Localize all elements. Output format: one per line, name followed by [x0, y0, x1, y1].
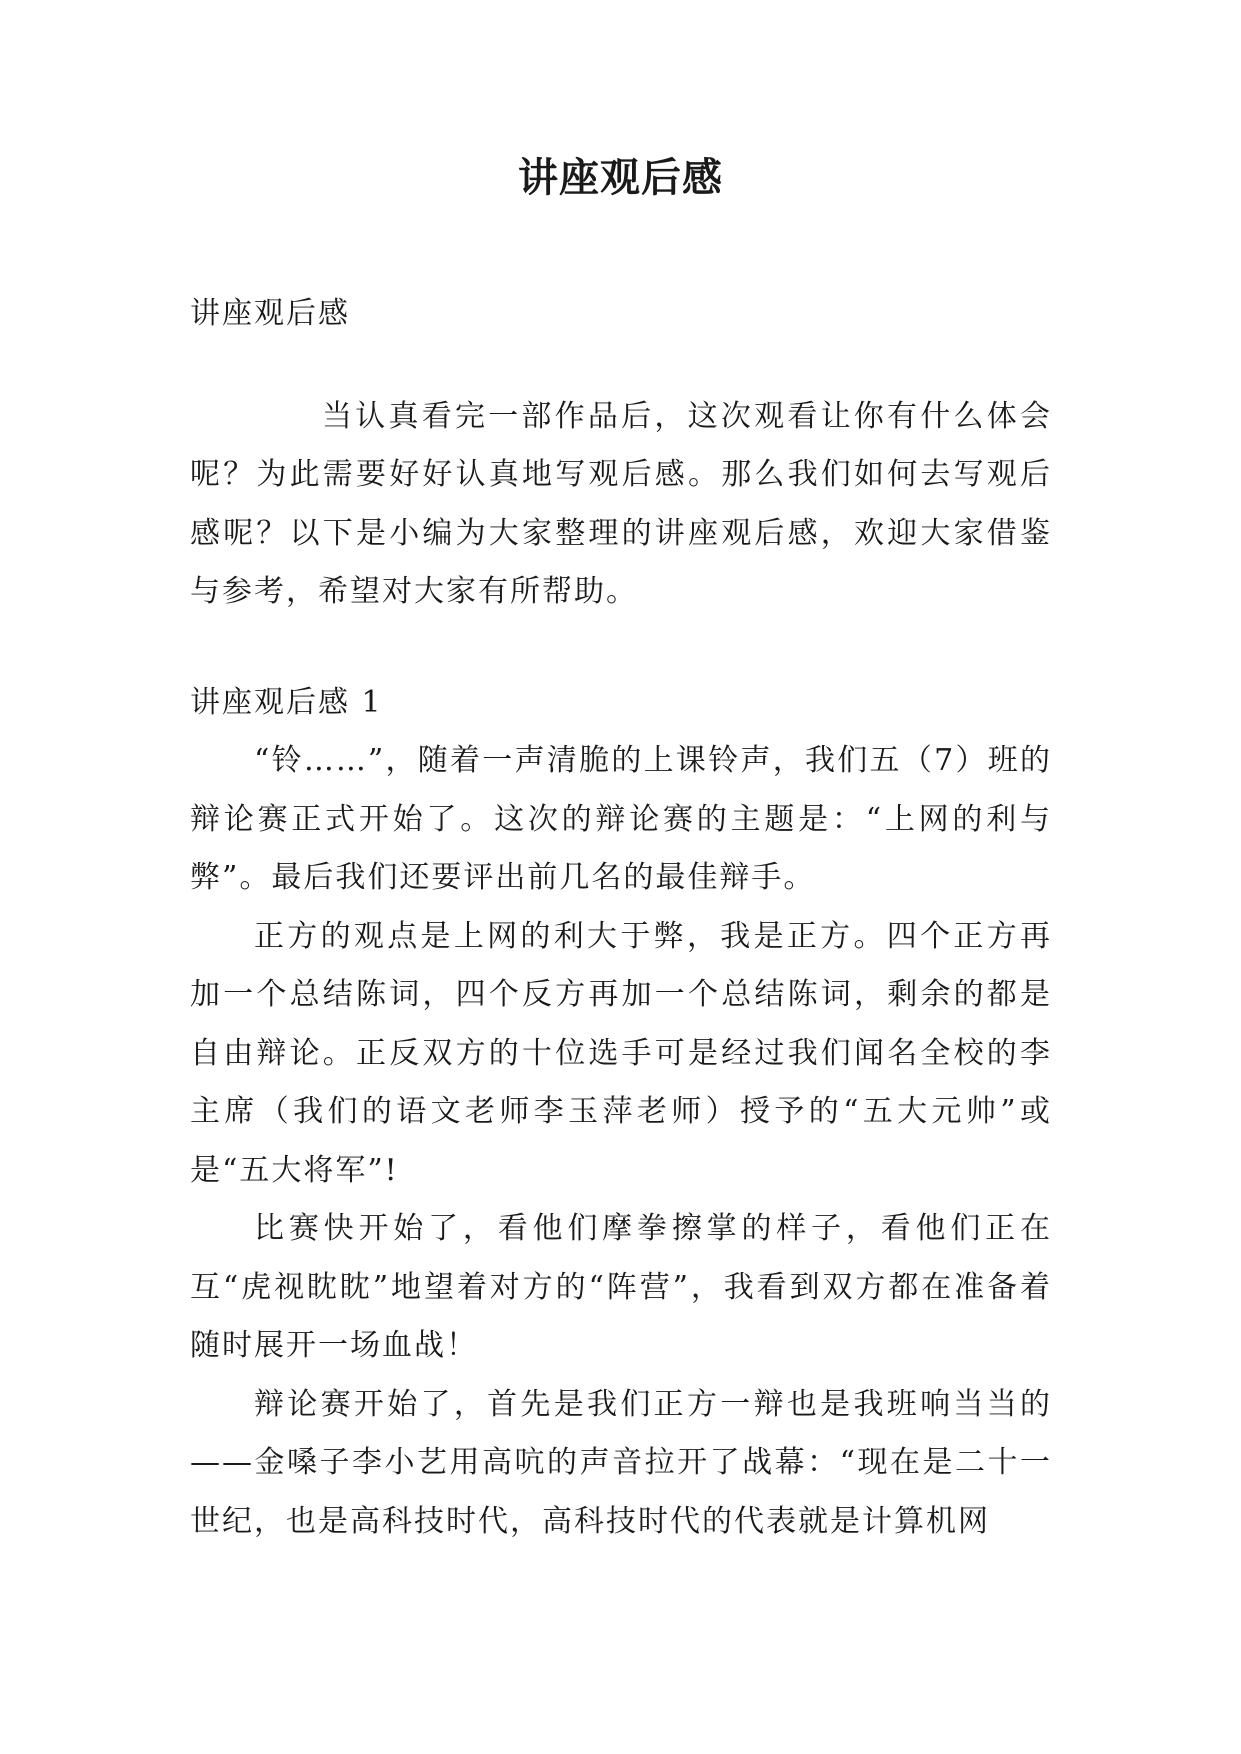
body-paragraph: “铃……”，随着一声清脆的上课铃声，我们五（7）班的辩论赛正式开始了。这次的辩论赛的主题是：“上网的利与弊”。最后我们还要评出前几名的最佳辩手。	[190, 743, 1052, 895]
body-paragraph: 正方的观点是上网的利大于弊，我是正方。四个正方再加一个总结陈词，四个反方再加一个总结陈词，剩余的都是自由辩论。正反双方的十位选手可是经过我们闻名全校的李主席（我们的语文老师李玉萍老师）授予的“五大元帅”或是“五大将军”!	[190, 918, 1052, 1188]
section-heading: 讲座观后感 1	[190, 684, 383, 720]
page-title: 讲座观后感	[518, 155, 723, 201]
intro-paragraph: 当认真看完一部作品后，这次观看让你有什么体会呢？为此需要好好认真地写观后感。那么我们如何去写观后感呢？以下是小编为大家整理的讲座观后感，欢迎大家借鉴与参考，希望对大家有所帮助。	[190, 398, 1052, 609]
document-body	[190, 285, 1052, 1551]
document-subtitle: 讲座观后感	[190, 296, 350, 331]
body-paragraph: 比赛快开始了，看他们摩拳擦掌的样子，看他们正在互“虎视眈眈”地望着对方的“阵营”，我看到双方都在准备着随时展开一场血战！	[190, 1211, 1052, 1363]
body-paragraph: 辩论赛开始了，首先是我们正方一辩也是我班响当当的——金嗓子李小艺用高吭的声音拉开了战幕：“现在是二十一世纪，也是高科技时代，高科技时代的代表就是计算机网	[190, 1386, 1052, 1539]
